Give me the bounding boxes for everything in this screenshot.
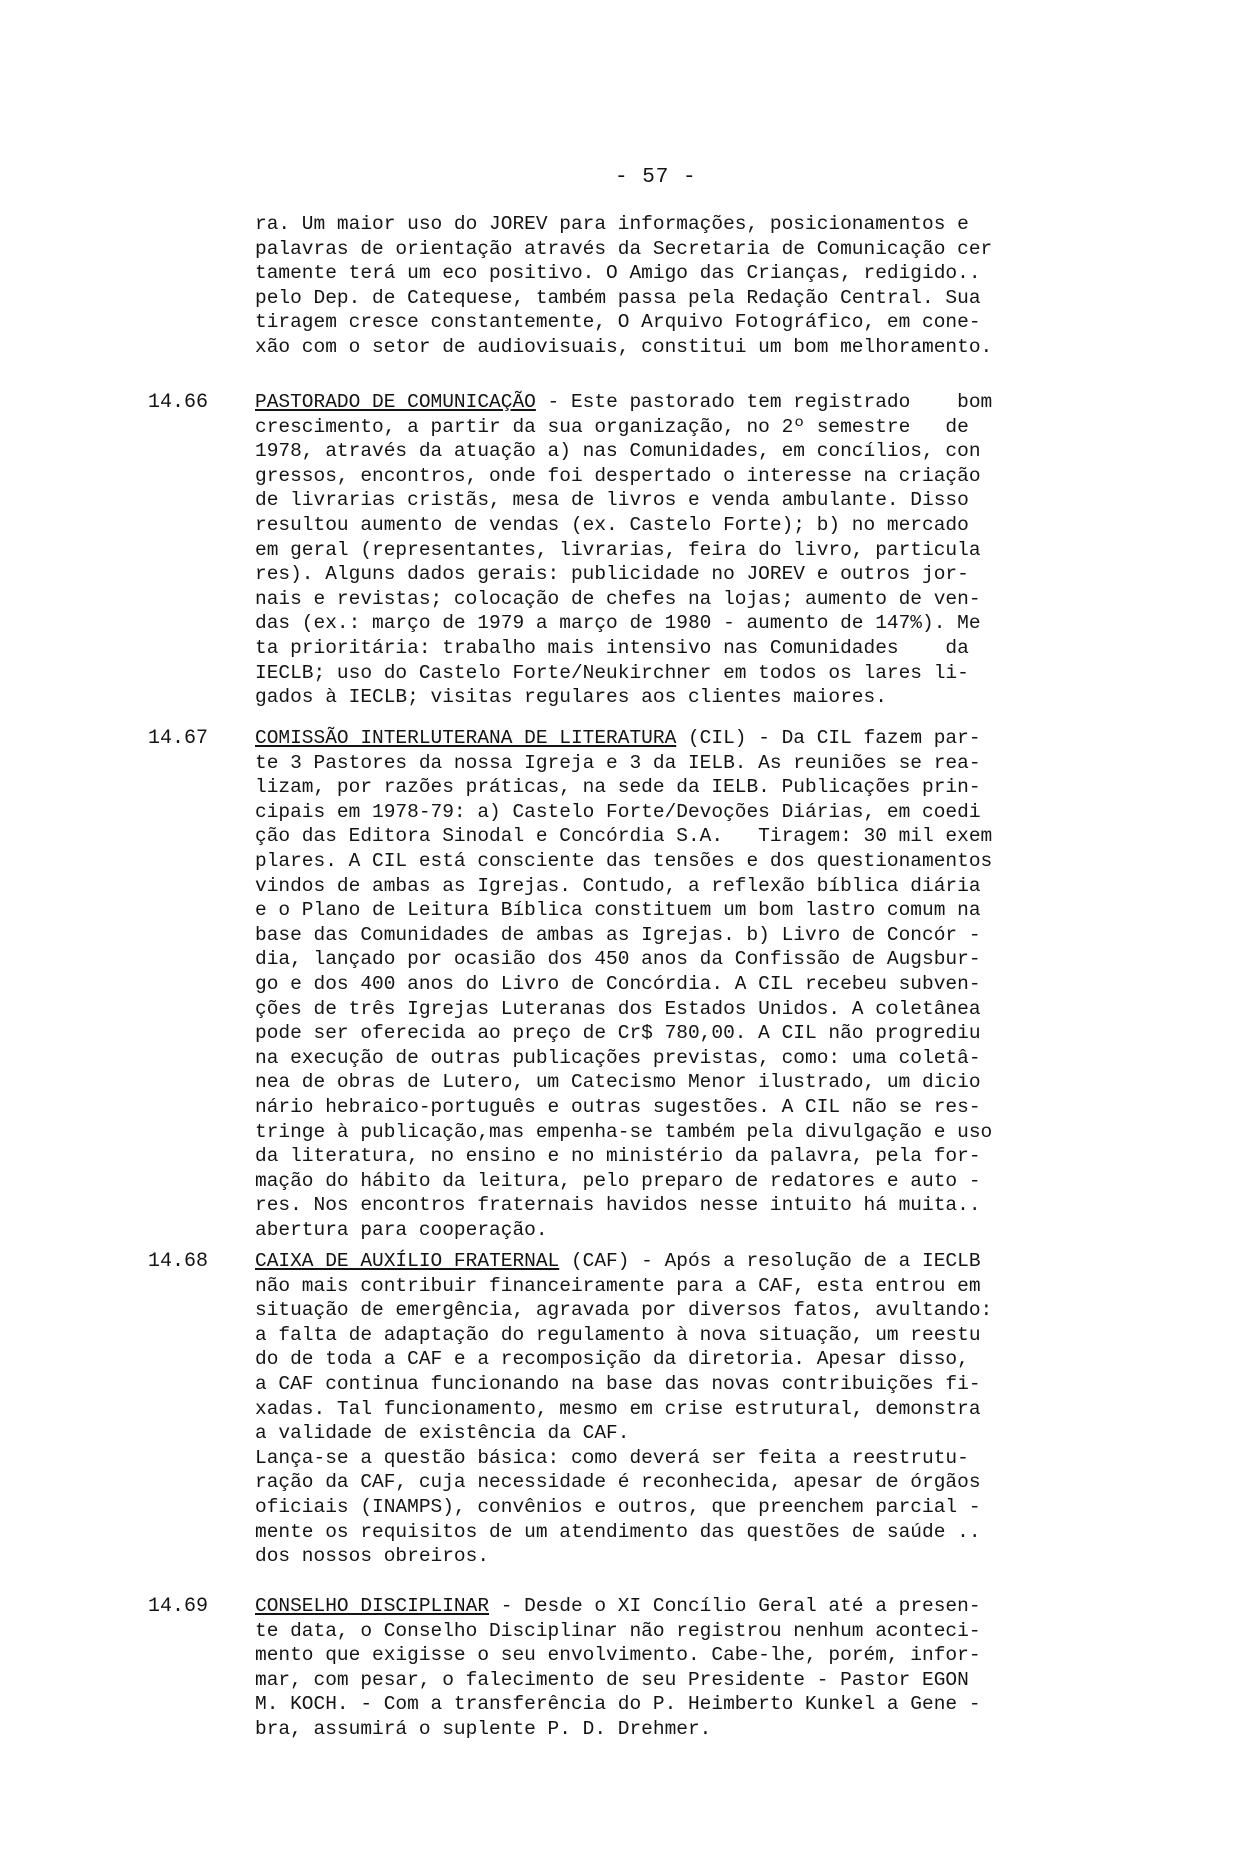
text-line: IECLB; uso do Castelo Forte/Neukirchner em todos os lares li-: [255, 661, 969, 684]
text-line: dos nossos obreiros.: [255, 1545, 490, 1568]
section-number: 14.66: [148, 391, 209, 414]
section-number: 14.68: [148, 1250, 209, 1273]
section-heading-rest: (CIL) - Da CIL fazem par-: [676, 727, 981, 749]
text-line: ração da CAF, cuja necessidade é reconhecida, apesar de órgãos: [255, 1471, 981, 1494]
section-14-66: [255, 390, 992, 710]
section-heading: COMISSÃO INTERLUTERANA DE LITERATURA: [255, 727, 677, 749]
text-line: ção das Editora Sinodal e Concórdia S.A. Tiragem: 30 mil exem: [255, 825, 993, 848]
text-line: a CAF continua funcionando na base das novas contribuições fi-: [255, 1372, 981, 1395]
text-line: bra, assumirá o suplente P. D. Drehmer.: [255, 1717, 712, 1740]
text-line: mação do hábito da leitura, pelo preparo de redatores e auto -: [255, 1169, 981, 1192]
text-line: do de toda a CAF e a recomposição da diretoria. Apesar disso,: [255, 1348, 969, 1371]
text-line: xão com o setor de audiovisuais, constitui um bom melhoramento.: [255, 335, 993, 358]
text-line: gados à IECLB; visitas regulares aos clientes maiores.: [255, 686, 887, 709]
text-line: de livrarias cristãs, mesa de livros e venda ambulante. Disso: [255, 489, 969, 512]
text-line: ções de três Igrejas Luteranas dos Estados Unidos. A coletânea: [255, 997, 981, 1020]
text-line: tamente terá um eco positivo. O Amigo das Crianças, redigido..: [255, 262, 981, 285]
text-line: res. Nos encontros fraternais havidos nesse intuito há muita..: [255, 1194, 981, 1217]
intro-paragraph: [255, 212, 992, 360]
section-first-line: [255, 1594, 981, 1619]
text-line: lizam, por razões práticas, na sede da IELB. Publicações prin-: [255, 776, 981, 799]
text-line: ta prioritária: trabalho mais intensivo nas Comunidades da: [255, 636, 969, 659]
text-line: oficiais (INAMPS), convênios e outros, que preenchem parcial -: [255, 1495, 981, 1518]
section-first-line: [255, 726, 992, 751]
section-heading-rest: - Este pastorado tem registrado bom: [535, 391, 993, 413]
text-line: te 3 Pastores da nossa Igreja e 3 da IELB. As reuniões se rea-: [255, 751, 981, 774]
text-line: nea de obras de Lutero, um Catecismo Menor ilustrado, um dicio: [255, 1071, 981, 1094]
text-line: não mais contribuir financeiramente para a CAF, esta entrou em: [255, 1274, 981, 1297]
text-line: resultou aumento de vendas (ex. Castelo Forte); b) no mercado: [255, 513, 969, 536]
text-line: tiragem cresce constantemente, O Arquivo Fotográfico, em cone-: [255, 311, 981, 334]
text-line: vindos de ambas as Igrejas. Contudo, a reflexão bíblica diária: [255, 874, 981, 897]
section-number: 14.69: [148, 1595, 209, 1618]
section-heading: CONSELHO DISCIPLINAR: [255, 1595, 490, 1617]
text-line: te data, o Conselho Disciplinar não registrou nenhum aconteci-: [255, 1619, 981, 1642]
text-line: mento que exigisse o seu envolvimento. Cabe-lhe, porém, infor-: [255, 1644, 981, 1667]
text-line: e o Plano de Leitura Bíblica constituem um bom lastro comum na: [255, 899, 981, 922]
text-line: 1978, através da atuação a) nas Comunidades, em concílios, con: [255, 440, 981, 463]
text-line: base das Comunidades de ambas as Igrejas. b) Livro de Concór -: [255, 923, 981, 946]
section-14-67: [255, 726, 992, 1242]
text-line: pode ser oferecida ao preço de Cr$ 780,00. A CIL não progrediu: [255, 1022, 981, 1045]
text-line: na execução de outras publicações previstas, como: uma coletâ-: [255, 1046, 981, 1069]
text-line: cipais em 1978-79: a) Castelo Forte/Devoções Diárias, em coedi: [255, 800, 981, 823]
text-line: tringe à publicação,mas empenha-se também pela divulgação e uso: [255, 1120, 993, 1143]
text-line: da literatura, no ensino e no ministério da palavra, pela for-: [255, 1145, 981, 1168]
text-line: go e dos 400 anos do Livro de Concórdia. A CIL recebeu subven-: [255, 972, 981, 995]
section-heading: PASTORADO DE COMUNICAÇÃO: [255, 391, 536, 413]
page-number: - 57 -: [615, 166, 697, 189]
text-line: mente os requisitos de um atendimento das questões de saúde ..: [255, 1520, 981, 1543]
text-line: situação de emergência, agravada por diversos fatos, avultando:: [255, 1299, 993, 1322]
section-first-line: [255, 390, 992, 415]
text-line: mar, com pesar, o falecimento de seu Presidente - Pastor EGON: [255, 1668, 969, 1691]
section-heading: CAIXA DE AUXÍLIO FRATERNAL: [255, 1250, 560, 1272]
text-line: das (ex.: março de 1979 a março de 1980 - aumento de 147%). Me: [255, 612, 981, 635]
section-14-69: [255, 1594, 981, 1742]
section-heading-rest: - Desde o XI Concílio Geral até a presen-: [489, 1595, 981, 1617]
text-line: plares. A CIL está consciente das tensões e dos questionamentos: [255, 849, 993, 872]
text-line: pelo Dep. de Catequese, também passa pela Redação Central. Sua: [255, 286, 981, 309]
text-line: em geral (representantes, livrarias, feira do livro, particula: [255, 538, 981, 561]
text-line: gressos, encontros, onde foi despertado o interesse na criação: [255, 464, 981, 487]
text-line: a validade de existência da CAF.: [255, 1422, 630, 1445]
text-line: a falta de adaptação do regulamento à nova situação, um reestu: [255, 1323, 981, 1346]
text-line: ra. Um maior uso do JOREV para informações, posicionamentos e: [255, 213, 969, 235]
section-first-line: [255, 1249, 992, 1274]
text-line: palavras de orientação através da Secretaria de Comunicação cer: [255, 237, 993, 260]
section-number: 14.67: [148, 727, 209, 750]
text-line: Lança-se a questão básica: como deverá ser feita a reestrutu-: [255, 1446, 969, 1469]
text-line: nais e revistas; colocação de chefes na lojas; aumento de ven-: [255, 587, 981, 610]
text-line: res). Alguns dados gerais: publicidade no JOREV e outros jor-: [255, 563, 969, 586]
text-line: abertura para cooperação.: [255, 1218, 548, 1241]
section-14-68: [255, 1249, 992, 1569]
text-line: crescimento, a partir da sua organização, no 2º semestre de: [255, 415, 969, 438]
text-line: xadas. Tal funcionamento, mesmo em crise estrutural, demonstra: [255, 1397, 981, 1420]
text-line: dia, lançado por ocasião dos 450 anos da Confissão de Augsbur-: [255, 948, 981, 971]
text-line: nário hebraico-português e outras sugestões. A CIL não se res-: [255, 1095, 981, 1118]
text-line: M. KOCH. - Com a transferência do P. Heimberto Kunkel a Gene -: [255, 1693, 981, 1716]
section-heading-rest: (CAF) - Após a resolução de a IECLB: [559, 1250, 981, 1272]
